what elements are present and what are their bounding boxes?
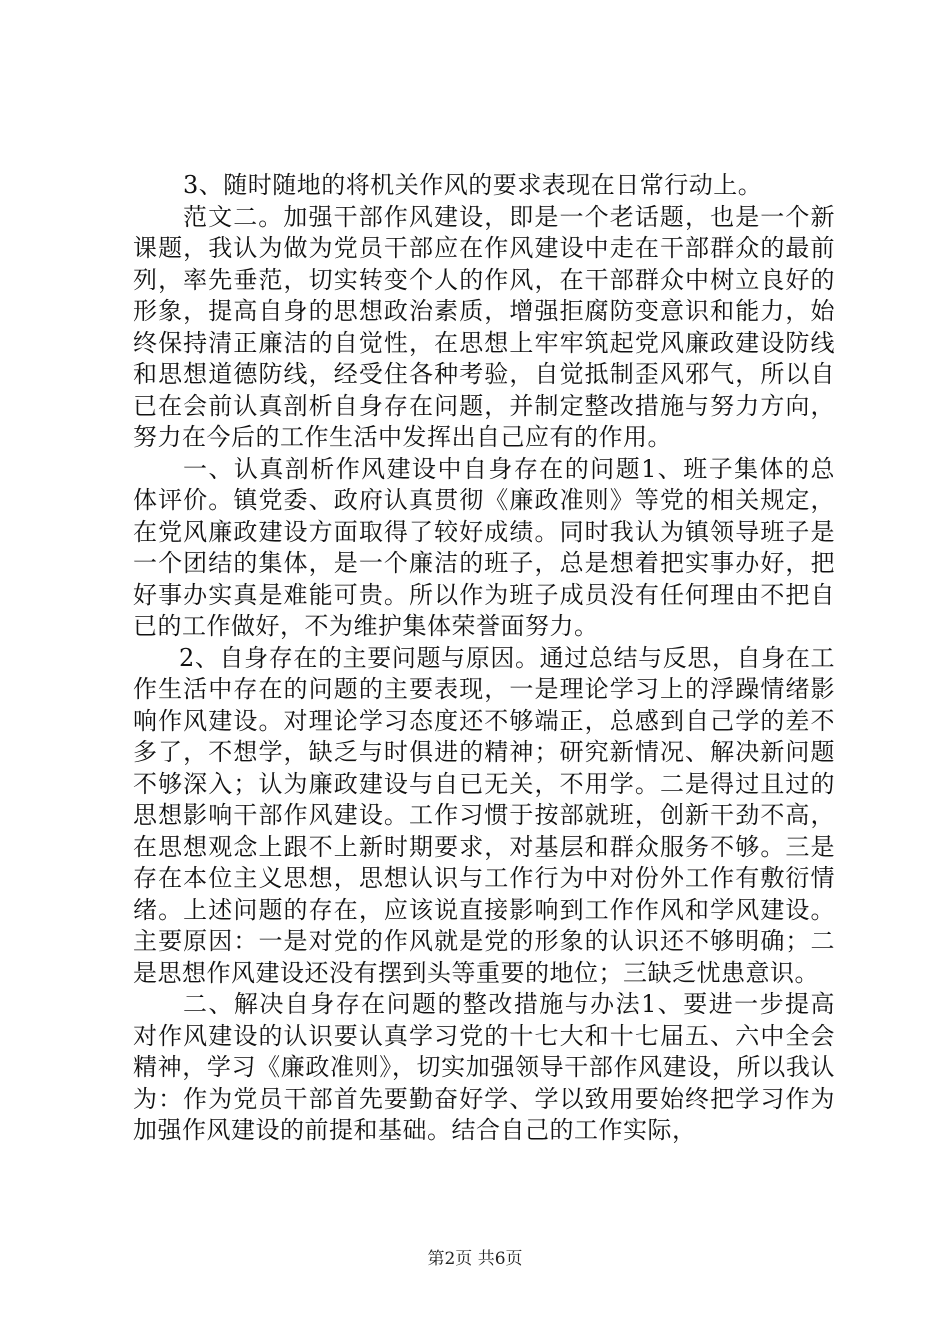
page-footer: 第2页 共6页 (427, 1249, 523, 1269)
paragraph-section-two: 二、解决自身存在问题的整改措施与办法1、要进一步提高对作风建设的认识要认真学习党的十七大和十七届五、六中全会精神，学习《廉政准则》，切实加强领导干部作风建设，所以我认为：作为党员干部首先要勤奋好学、学以致用要始终把学习作为加强作风建设的前提和基础。结合自己的工作实际， (133, 990, 835, 1144)
paragraph-sample-two: 范文二。加强干部作风建设，即是一个老话题，也是一个新课题，我认为做为党员干部应在作风建设中走在干部群众的最前列，率先垂范，切实转变个人的作风，在干部群众中树立良好的形象，提高自身的思想政治素质，增强拒腐防变意识和能力，始终保持清正廉洁的自觉性，在思想上牢牢筑起党风廉政建设防线和思想道德防线，经受住各种考验，自觉抵制歪风邪气，所以自已在会前认真剖析自身存在问题，并制定整改措施与努力方向，努力在今后的工作生活中发挥出自己应有的作用。 (133, 202, 835, 451)
paragraph-item-3: 3、随时随地的将机关作风的要求表现在日常行动上。 (183, 171, 763, 199)
paragraph-item-2: 2、自身存在的主要问题与原因。通过总结与反思，自身在工作生活中存在的问题的主要表现，一是理论学习上的浮躁情绪影响作风建设。对理论学习态度还不够端正，总感到自己学的差不多了，不想学，缺乏与时俱进的精神；研究新情况、解决新问题不够深入；认为廉政建设与自已无关，不用学。二是得过且过的思想影响干部作风建设。工作习惯于按部就班，创新干劲不高，在思想观念上跟不上新时期要求，对基层和群众服务不够。三是存在本位主义思想，思想认识与工作行为中对份外工作有敷衍情绪。上述问题的存在，应该说直接影响到工作作风和学风建设。主要原因：一是对党的作风就是党的形象的认识还不够明确；二是思想作风建设还没有摆到头等重要的地位；三缺乏忧患意识。 (133, 643, 835, 987)
document-body (133, 170, 835, 1147)
paragraph-section-one: 一、认真剖析作风建设中自身存在的问题1、班子集体的总体评价。镇党委、政府认真贯彻《廉政准则》等党的相关规定，在党风廉政建设方面取得了较好成绩。同时我认为镇领导班子是一个团结的集体，是一个廉洁的班子，总是想着把实事办好，把好事办实真是难能可贵。所以作为班子成员没有任何理由不把自已的工作做好，不为维护集体荣誉面努力。 (133, 454, 835, 640)
